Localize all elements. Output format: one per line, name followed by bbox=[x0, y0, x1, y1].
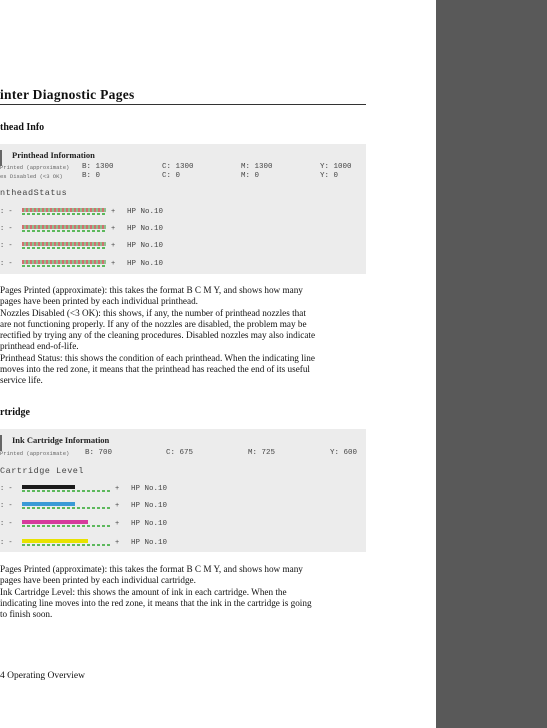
cartridge-level-title: Cartridge Level bbox=[0, 466, 85, 476]
cartridge-model: HP No.10 bbox=[131, 520, 168, 528]
section-title: inter Diagnostic Pages bbox=[0, 87, 135, 102]
cartridge-description bbox=[0, 564, 364, 620]
row-key: : - bbox=[0, 485, 13, 493]
cartridge-c-printed: C: 675 bbox=[166, 449, 194, 457]
description-line: service life. bbox=[0, 375, 43, 386]
status-gauge bbox=[22, 225, 106, 232]
page-footer: 4 Operating Overview bbox=[0, 671, 85, 681]
ink-level-gauge bbox=[22, 502, 110, 509]
status-gauge bbox=[22, 260, 106, 267]
cartridge-info-panel bbox=[0, 429, 366, 552]
row-key: : - bbox=[0, 242, 13, 250]
cartridge-panel-title: Ink Cartridge Information bbox=[12, 435, 110, 445]
description-line: Ink Cartridge Level: this shows the amount of ink in each cartridge. When the bbox=[0, 586, 287, 597]
printhead-c-printed: C: 1300 bbox=[162, 163, 194, 171]
cartridge-model: HP No.10 bbox=[131, 539, 168, 547]
description-line: to finish soon. bbox=[0, 609, 53, 620]
printhead-info-panel bbox=[0, 144, 366, 274]
description-line: Pages Printed (approximate): this takes the format B C M Y, and shows how many bbox=[0, 564, 303, 574]
row-key: : - bbox=[0, 539, 13, 547]
printhead-row bbox=[0, 259, 366, 271]
pages-printed-label: Printed (approximate) bbox=[0, 450, 70, 457]
plus-marker: + bbox=[111, 242, 116, 250]
page-margin-bar bbox=[436, 0, 547, 728]
ink-level-gauge bbox=[22, 520, 110, 527]
printhead-model: HP No.10 bbox=[127, 260, 164, 268]
printhead-model: HP No.10 bbox=[127, 225, 164, 233]
cartridge-row bbox=[0, 501, 366, 513]
description-line: indicating line moves into the red zone, it means that the ink in the cartridge is going bbox=[0, 597, 312, 608]
plus-marker: + bbox=[111, 225, 116, 233]
plus-marker: + bbox=[115, 485, 120, 493]
description-line: Nozzles Disabled (<3 OK): this shows, if any, the number of printhead nozzles that bbox=[0, 307, 306, 318]
cartridge-heading: rtridge bbox=[0, 407, 30, 418]
printhead-y-disabled: Y: 0 bbox=[320, 172, 339, 180]
cartridge-y-printed: Y: 600 bbox=[330, 449, 358, 457]
row-key: : - bbox=[0, 502, 13, 510]
plus-marker: + bbox=[115, 502, 120, 510]
printhead-b-disabled: B: 0 bbox=[82, 172, 101, 180]
description-line: Pages Printed (approximate): this takes the format B C M Y, and shows how many bbox=[0, 285, 303, 295]
printhead-row bbox=[0, 241, 366, 253]
status-gauge bbox=[22, 208, 106, 215]
printhead-y-printed: Y: 1000 bbox=[320, 163, 352, 171]
row-key: : - bbox=[0, 260, 13, 268]
printhead-c-disabled: C: 0 bbox=[162, 172, 181, 180]
status-gauge bbox=[22, 242, 106, 249]
printhead-panel-title: Printhead Information bbox=[12, 150, 95, 160]
description-line: are not functioning properly. If any of the nozzles are disabled, the problem may be bbox=[0, 318, 307, 329]
row-key: : - bbox=[0, 520, 13, 528]
description-line: moves into the red zone, it means that the printhead has reached the end of its useful bbox=[0, 364, 310, 375]
printhead-description bbox=[0, 285, 364, 387]
plus-marker: + bbox=[115, 520, 120, 528]
plus-marker: + bbox=[111, 208, 116, 216]
printhead-b-printed: B: 1300 bbox=[82, 163, 114, 171]
description-line: pages have been printed by each individual printhead. bbox=[0, 296, 198, 307]
plus-marker: + bbox=[115, 539, 120, 547]
printhead-model: HP No.10 bbox=[127, 242, 164, 250]
cartridge-m-printed: M: 725 bbox=[248, 449, 276, 457]
printhead-row bbox=[0, 224, 366, 236]
ink-level-gauge bbox=[22, 539, 110, 546]
printhead-row bbox=[0, 207, 366, 219]
row-key: : - bbox=[0, 208, 13, 216]
description-line: printhead end-of-life. bbox=[0, 341, 79, 352]
pages-printed-label: Printed (approximate) bbox=[0, 164, 70, 171]
cartridge-row bbox=[0, 519, 366, 531]
description-line: pages have been printed by each individual cartridge. bbox=[0, 575, 196, 586]
description-line: rectified by trying any of the cleaning procedures. Disabled nozzles may also indicate bbox=[0, 330, 316, 341]
printhead-m-printed: M: 1300 bbox=[241, 163, 273, 171]
title-rule bbox=[0, 104, 366, 105]
cartridge-row bbox=[0, 538, 366, 550]
row-key: : - bbox=[0, 225, 13, 233]
cartridge-row bbox=[0, 484, 366, 496]
printhead-info-heading: thead Info bbox=[0, 122, 45, 133]
description-line: Printhead Status: this shows the condition of each printhead. When the indicating line bbox=[0, 352, 315, 363]
cartridge-b-printed: B: 700 bbox=[85, 449, 113, 457]
printhead-status-title: ntheadStatus bbox=[0, 188, 68, 198]
plus-marker: + bbox=[111, 260, 116, 268]
nozzles-disabled-label: es Disabled (<3 OK) bbox=[0, 173, 63, 180]
printhead-m-disabled: M: 0 bbox=[241, 172, 260, 180]
cartridge-model: HP No.10 bbox=[131, 485, 168, 493]
ink-level-gauge bbox=[22, 485, 110, 492]
panel-tab bbox=[0, 435, 2, 451]
printhead-model: HP No.10 bbox=[127, 208, 164, 216]
cartridge-model: HP No.10 bbox=[131, 502, 168, 510]
